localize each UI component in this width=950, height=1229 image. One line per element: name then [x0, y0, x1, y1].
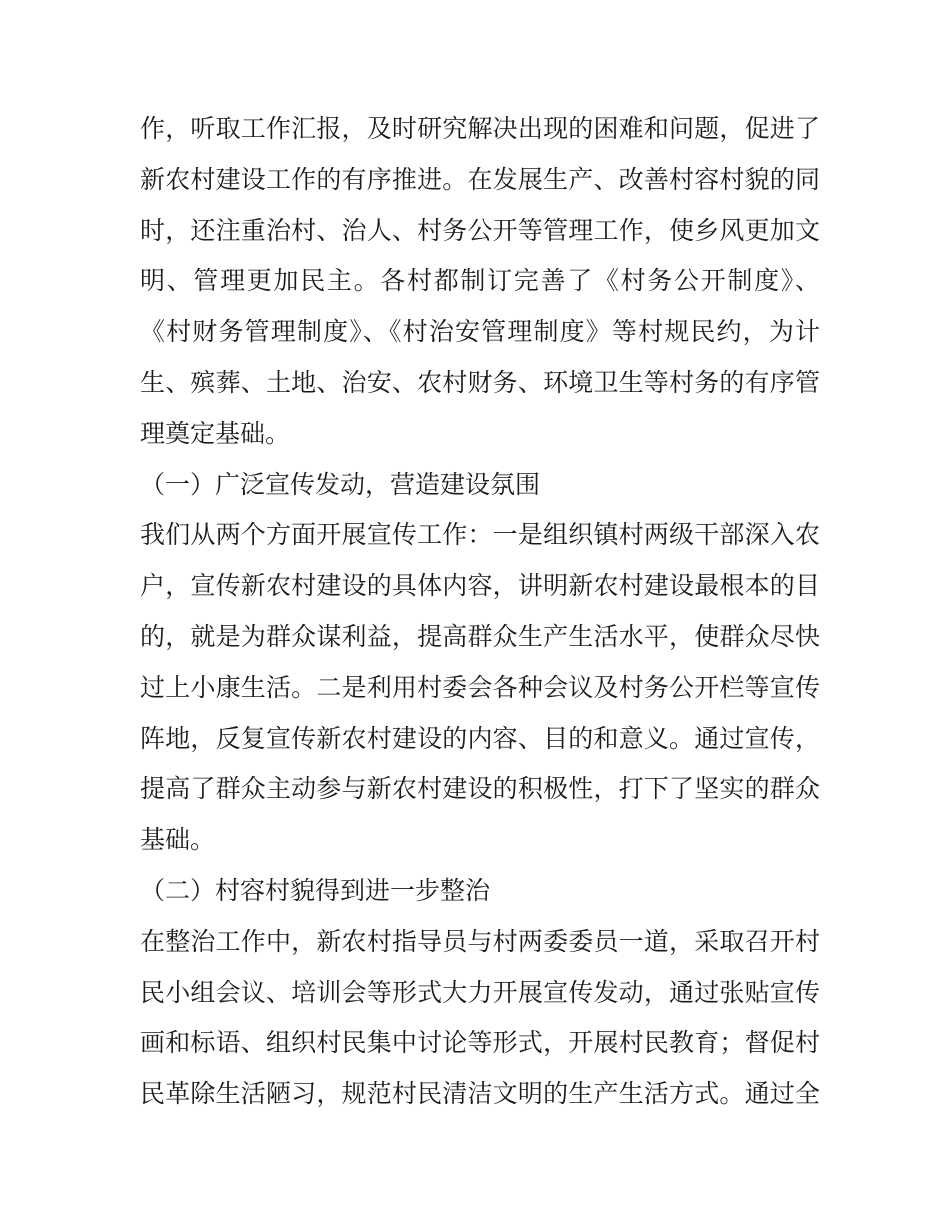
text-line: 画和标语、组织村民集中讨论等形式，开展村民教育；督促村 — [140, 1028, 820, 1058]
text-line: 作，听取工作汇报，及时研究解决出现的困难和问题，促进了 — [140, 114, 820, 143]
text-line: 明、管理更加民主。各村都制订完善了《村务公开制度》、 — [140, 266, 820, 296]
section-2 — [140, 866, 820, 1120]
paragraph-1 — [140, 104, 820, 460]
text-line: 基础。 — [140, 825, 216, 855]
text-line: 新农村建设工作的有序推进。在发展生产、改善村容村貌的同 — [140, 164, 820, 194]
text-line: 过上小康生活。二是利用村委会各种会议及村务公开栏等宣传 — [140, 672, 820, 702]
text-line: 的，就是为群众谋利益，提高群众生产生活水平，使群众尽快 — [140, 621, 820, 651]
text-line: 提高了群众主动参与新农村建设的积极性，打下了坚实的群众 — [140, 774, 820, 804]
text-line: 理奠定基础。 — [140, 418, 291, 448]
text-line: 《村财务管理制度》、《村治安管理制度》等村规民约，为计 — [140, 317, 820, 347]
text-line: 时，还注重治村、治人、村务公开等管理工作，使乡风更加文 — [140, 215, 820, 245]
section-heading: （一）广泛宣传发动，营造建设氛围 — [140, 469, 541, 499]
section-1 — [140, 460, 820, 866]
text-line: 民小组会议、培训会等形式大力开展宣传发动，通过张贴宣传 — [140, 977, 820, 1007]
text-line: 在整治工作中，新农村指导员与村两委委员一道，采取召开村 — [140, 926, 820, 956]
text-line: 户，宣传新农村建设的具体内容，讲明新农村建设最根本的目 — [140, 571, 820, 601]
text-line: 我们从两个方面开展宣传工作：一是组织镇村两级干部深入农 — [140, 520, 820, 550]
document-body — [140, 104, 820, 1120]
text-line: 阵地，反复宣传新农村建设的内容、目的和意义。通过宣传， — [140, 723, 820, 753]
section-heading: （二）村容村貌得到进一步整治 — [140, 875, 491, 905]
text-line: 生、殡葬、土地、治安、农村财务、环境卫生等村务的有序管 — [140, 367, 820, 397]
text-line: 民革除生活陋习，规范村民清洁文明的生产生活方式。通过全 — [140, 1079, 820, 1109]
